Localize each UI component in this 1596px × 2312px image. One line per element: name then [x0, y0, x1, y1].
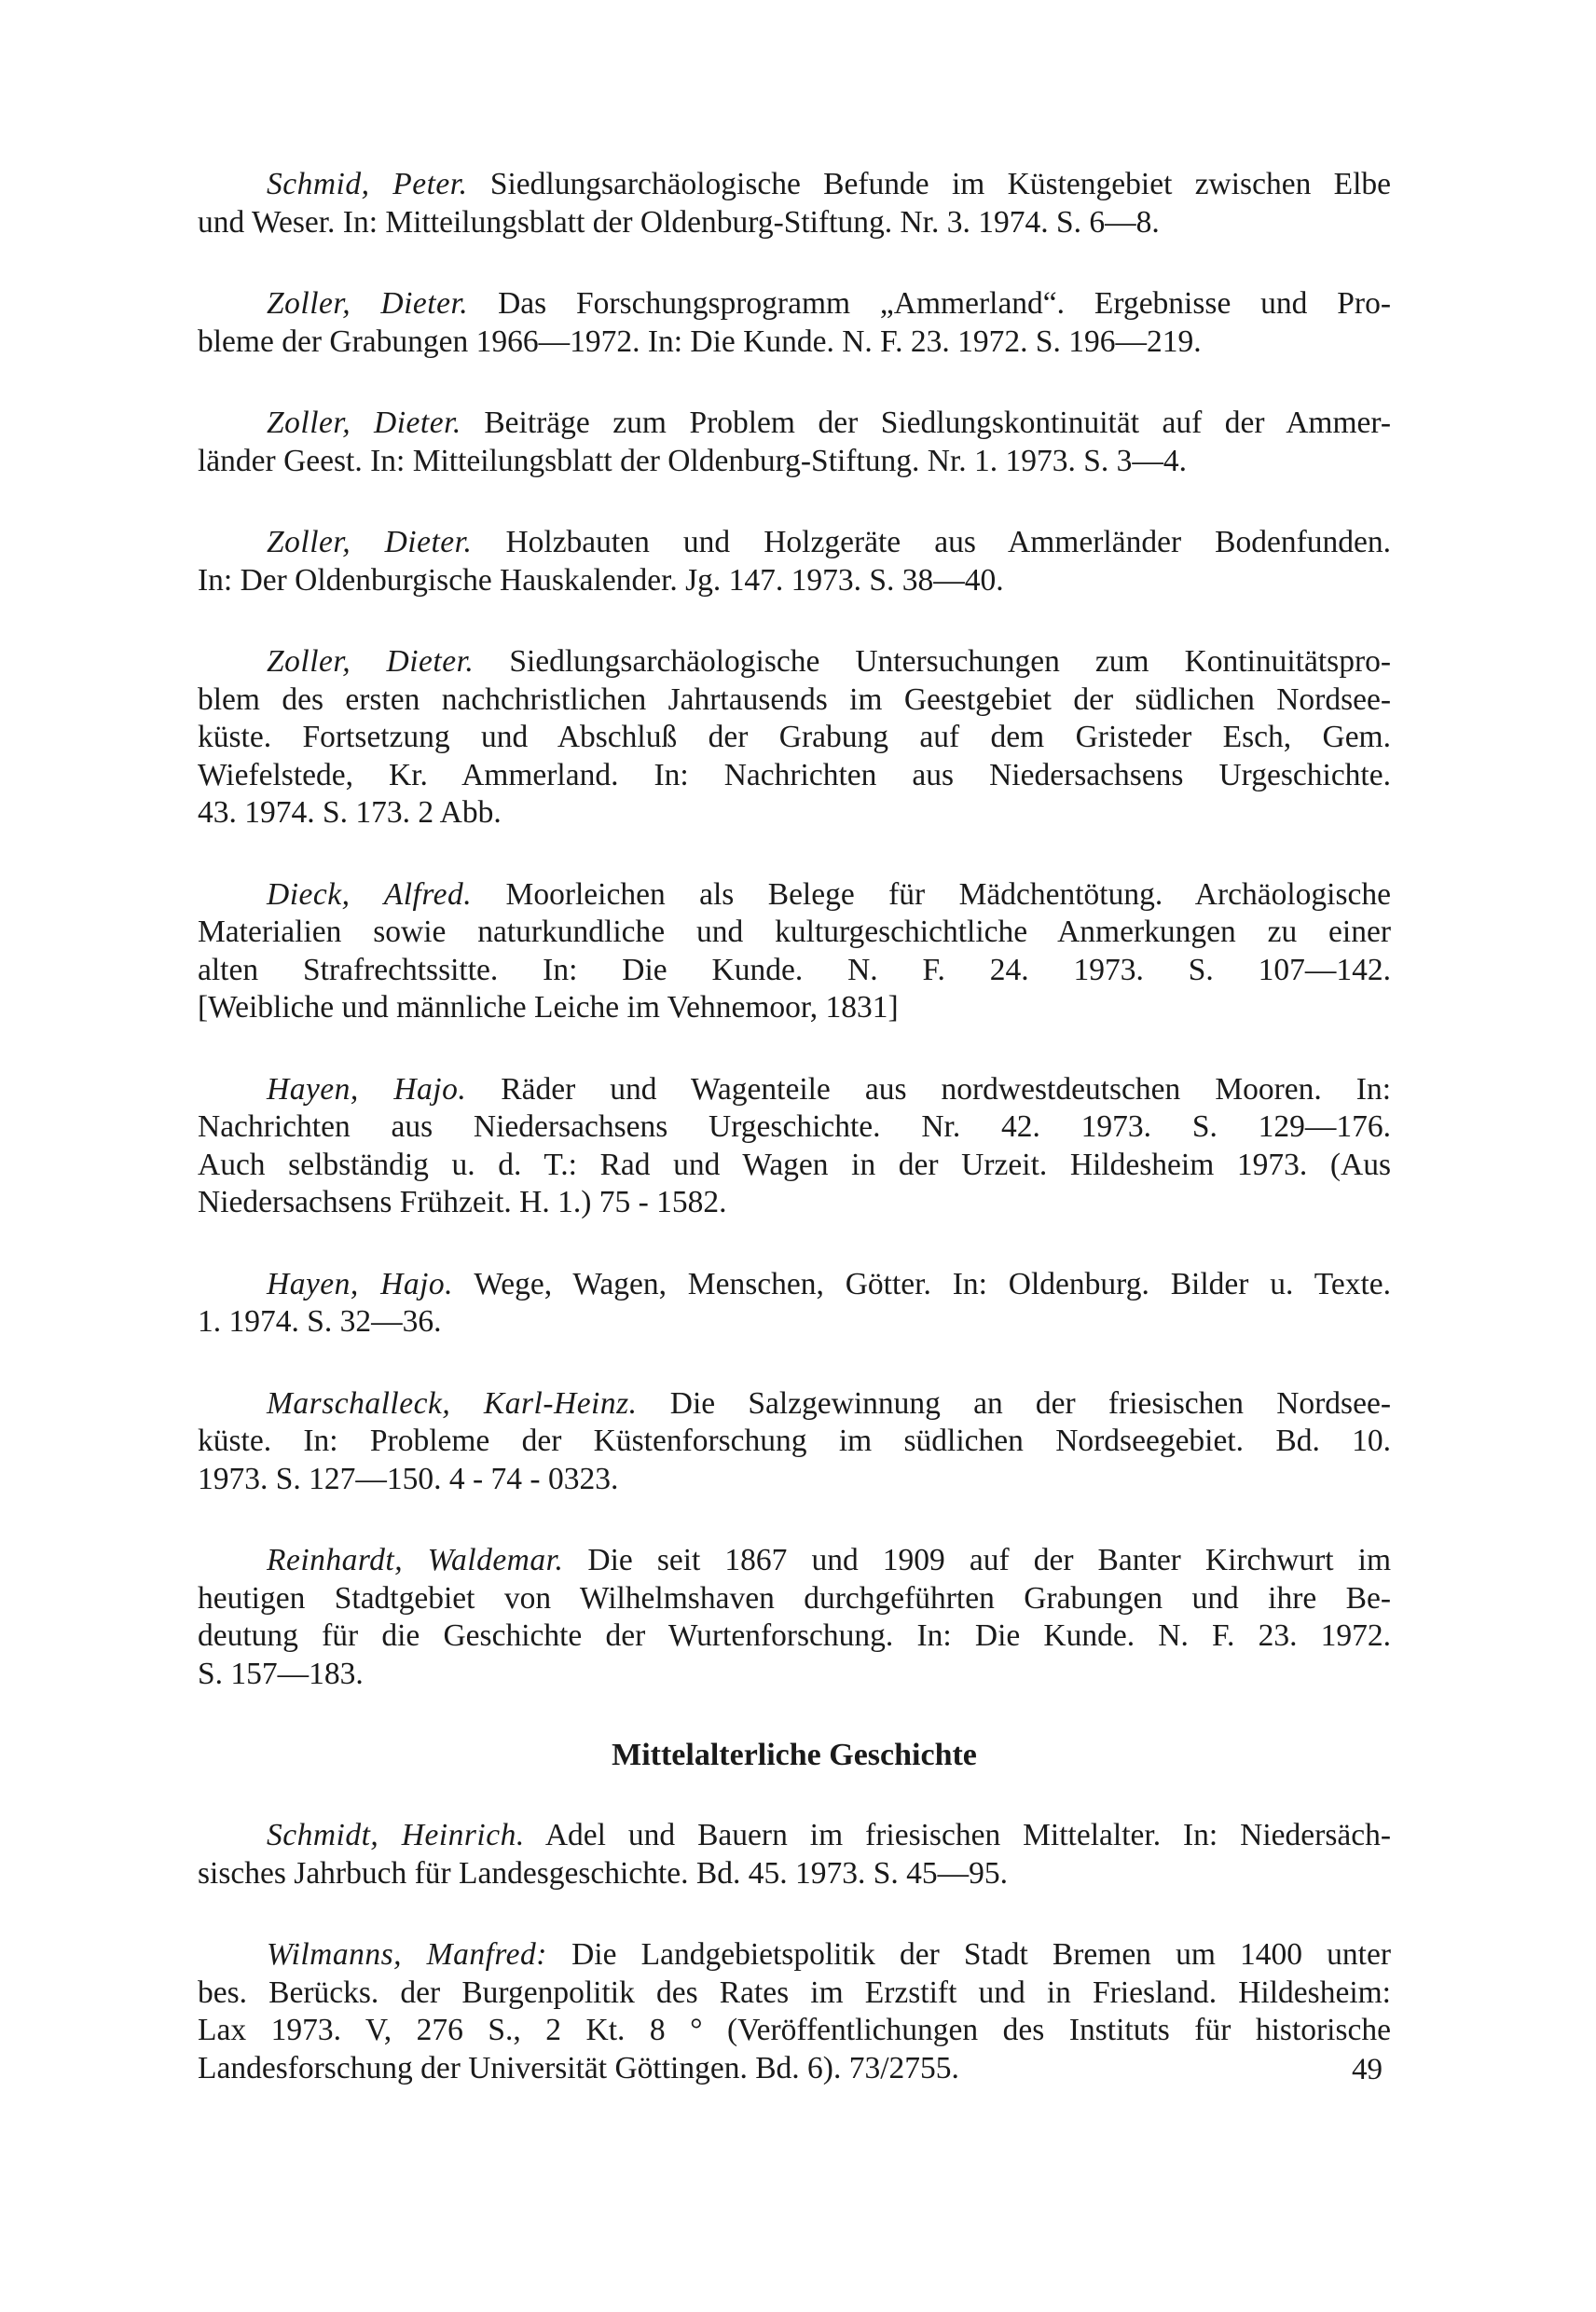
entry-line — [198, 1617, 1391, 1656]
entry-author: Zoller, Dieter. — [267, 644, 475, 679]
entry-text: Niedersachsens Frühzeit. H. 1.) 75 - 1582. — [198, 1185, 727, 1219]
bibliography-section-prehistory — [198, 166, 1391, 1693]
entry-text: 1. 1974. S. 32—36. — [198, 1304, 442, 1339]
entry-text: Wiefelstede, Kr. Ammerland. In: Nachrichten aus Niedersachsens Urgeschichte. — [198, 757, 1391, 792]
entry-author: Wilmanns, Manfred: — [267, 1937, 547, 1972]
entry-line — [198, 1108, 1391, 1147]
entry-author: Zoller, Dieter. — [267, 525, 473, 559]
entry-text: 43. 1974. S. 173. 2 Abb. — [198, 795, 502, 830]
entry-line — [198, 1855, 1391, 1893]
entry-text: heutigen Stadtgebiet von Wilhelmshaven durchgeführten Grabungen und ihre Be- — [198, 1580, 1391, 1616]
entry-line — [198, 952, 1391, 990]
entry-line — [198, 1817, 1391, 1855]
entry-text: länder Geest. In: Mitteilungsblatt der Oldenburg-Stiftung. Nr. 1. 1973. S. 3—4. — [198, 443, 1188, 478]
entry-text: Materialien sowie naturkundliche und kulturgeschichtliche Anmerkungen zu einer — [198, 915, 1391, 949]
bibliography-entry — [198, 166, 1391, 241]
entry-line — [198, 1542, 1391, 1580]
bibliography-entry — [198, 643, 1391, 833]
entry-text: bleme der Grabungen 1966—1972. In: Die Kunde. N. F. 23. 1972. S. 196—219. — [198, 323, 1202, 359]
entry-line — [198, 914, 1391, 952]
entry-line — [198, 1071, 1391, 1109]
entry-text: [Weibliche und männliche Leiche im Vehnemoor, 1831] — [198, 990, 899, 1025]
entry-text: S. 157—183. — [198, 1656, 364, 1691]
entry-text: Beiträge zum Problem der Siedlungskontinuität auf der Ammer- — [484, 406, 1392, 440]
entry-text: Die Landgebietspolitik der Stadt Bremen um 1400 unter — [571, 1937, 1391, 1972]
bibliography-entry — [198, 405, 1391, 480]
entry-line — [198, 1461, 1391, 1499]
bibliography-entry — [198, 1385, 1391, 1499]
entry-text: In: Der Oldenburgische Hauskalender. Jg. 147. 1973. S. 38—40. — [198, 562, 1004, 598]
bibliography-section-medieval — [198, 1817, 1391, 2087]
section-heading: Mittelalterliche Geschichte — [612, 1738, 977, 1772]
entry-author: Hayen, Hajo. — [267, 1266, 454, 1301]
entry-text: Landesforschung der Universität Göttingen. Bd. 6). 73/2755. — [198, 2050, 959, 2085]
entry-text: sisches Jahrbuch für Landesgeschichte. Bd. 45. 1973. S. 45—95. — [198, 1855, 1008, 1891]
entry-author: Marschalleck, Karl-Heinz. — [267, 1385, 638, 1421]
entry-line — [198, 443, 1391, 481]
entry-text: Nachrichten aus Niedersachsens Urgeschichte. Nr. 42. 1973. S. 129—176. — [198, 1109, 1391, 1144]
entry-text: bes. Berücks. der Burgenpolitik des Rates im Erzstift und in Friesland. Hildesheim: — [198, 1975, 1391, 2010]
entry-line — [198, 1936, 1391, 1975]
entry-line — [198, 1975, 1391, 2013]
bibliography-entry — [198, 876, 1391, 1027]
entry-text: Räder und Wagenteile aus nordwestdeutschen Mooren. In: — [501, 1071, 1391, 1107]
entry-author: Dieck, Alfred. — [267, 876, 473, 912]
entry-line — [198, 204, 1391, 242]
entry-author: Schmid, Peter. — [267, 167, 468, 201]
entry-line — [198, 1656, 1391, 1694]
entry-text: deutung für die Geschichte der Wurtenforschung. In: Die Kunde. N. F. 23. 1972. — [198, 1618, 1391, 1653]
entry-text: küste. Fortsetzung und Abschluß der Grabung auf dem Gristeder Esch, Gem. — [198, 720, 1391, 754]
entry-line — [198, 757, 1391, 795]
entry-author: Hayen, Hajo. — [267, 1071, 467, 1107]
entry-author: Zoller, Dieter. — [267, 406, 461, 440]
bibliography-entry — [198, 1817, 1391, 1892]
entry-text: blem des ersten nachchristlichen Jahrtausends im Geestgebiet der südlichen Nordsee- — [198, 681, 1391, 717]
entry-text: Moorleichen als Belege für Mädchentötung. Archäologische — [505, 876, 1391, 912]
entry-line — [198, 285, 1391, 323]
bibliography-entry — [198, 524, 1391, 599]
entry-text: Die seit 1867 und 1909 auf der Banter Kirchwurt im — [587, 1543, 1392, 1577]
entry-line — [198, 794, 1391, 833]
entry-text: Holzbauten und Holzgeräte aus Ammerländer Bodenfunden. — [505, 525, 1392, 559]
entry-line — [198, 2050, 1391, 2088]
bibliography-entry — [198, 285, 1391, 361]
entry-text: alten Strafrechtssitte. In: Die Kunde. N. F. 24. 1973. S. 107—142. — [198, 952, 1391, 987]
entry-line — [198, 524, 1391, 562]
entry-text: Siedlungsarchäologische Befunde im Küstengebiet zwischen Elbe — [489, 167, 1392, 201]
entry-author: Reinhardt, Waldemar. — [267, 1543, 564, 1577]
entry-line — [198, 166, 1391, 204]
bibliography-entry — [198, 1266, 1391, 1342]
entry-line — [198, 681, 1391, 720]
entry-line — [198, 1266, 1391, 1304]
bibliography-entry — [198, 1071, 1391, 1222]
entry-line — [198, 989, 1391, 1027]
entry-line — [198, 323, 1391, 362]
entry-line — [198, 643, 1391, 681]
entry-line — [198, 876, 1391, 915]
entry-line — [198, 1385, 1391, 1424]
entry-line — [198, 562, 1391, 600]
bibliography-entry — [198, 1936, 1391, 2087]
entry-line — [198, 1147, 1391, 1185]
entry-author: Zoller, Dieter. — [267, 286, 469, 321]
bibliography-page — [198, 166, 1391, 2131]
page-number: 49 — [1352, 2053, 1383, 2086]
entry-text: Auch selbständig u. d. T.: Rad und Wagen in der Urzeit. Hildesheim 1973. (Aus — [198, 1147, 1391, 1182]
entry-line — [198, 719, 1391, 757]
entry-text: küste. In: Probleme der Küstenforschung im südlichen Nordseegebiet. Bd. 10. — [198, 1424, 1391, 1458]
entry-line — [198, 1303, 1391, 1342]
entry-text: Siedlungsarchäologische Untersuchungen zum Kontinuitätspro- — [509, 644, 1392, 679]
entry-line — [198, 1423, 1391, 1461]
entry-line — [198, 1184, 1391, 1222]
entry-author: Schmidt, Heinrich. — [267, 1818, 525, 1852]
entry-line — [198, 405, 1391, 443]
bibliography-entry — [198, 1542, 1391, 1693]
entry-text: und Weser. In: Mitteilungsblatt der Oldenburg-Stiftung. Nr. 3. 1974. S. 6—8. — [198, 204, 1160, 240]
entry-text: Lax 1973. V, 276 S., 2 Kt. 8 ° (Veröffentlichungen des Instituts für historische — [198, 2013, 1391, 2047]
entry-text: Adel und Bauern im friesischen Mittelalter. In: Niedersäch- — [544, 1818, 1391, 1852]
entry-text: Wege, Wagen, Menschen, Götter. In: Oldenburg. Bilder u. Texte. — [474, 1266, 1391, 1301]
entry-line — [198, 1580, 1391, 1618]
entry-text: Das Forschungsprogramm „Ammerland“. Ergebnisse und Pro- — [498, 286, 1391, 321]
entry-line — [198, 2012, 1391, 2050]
entry-text: 1973. S. 127—150. 4 - 74 - 0323. — [198, 1461, 619, 1496]
entry-text: Die Salzgewinnung an der friesischen Nordsee- — [669, 1385, 1391, 1421]
